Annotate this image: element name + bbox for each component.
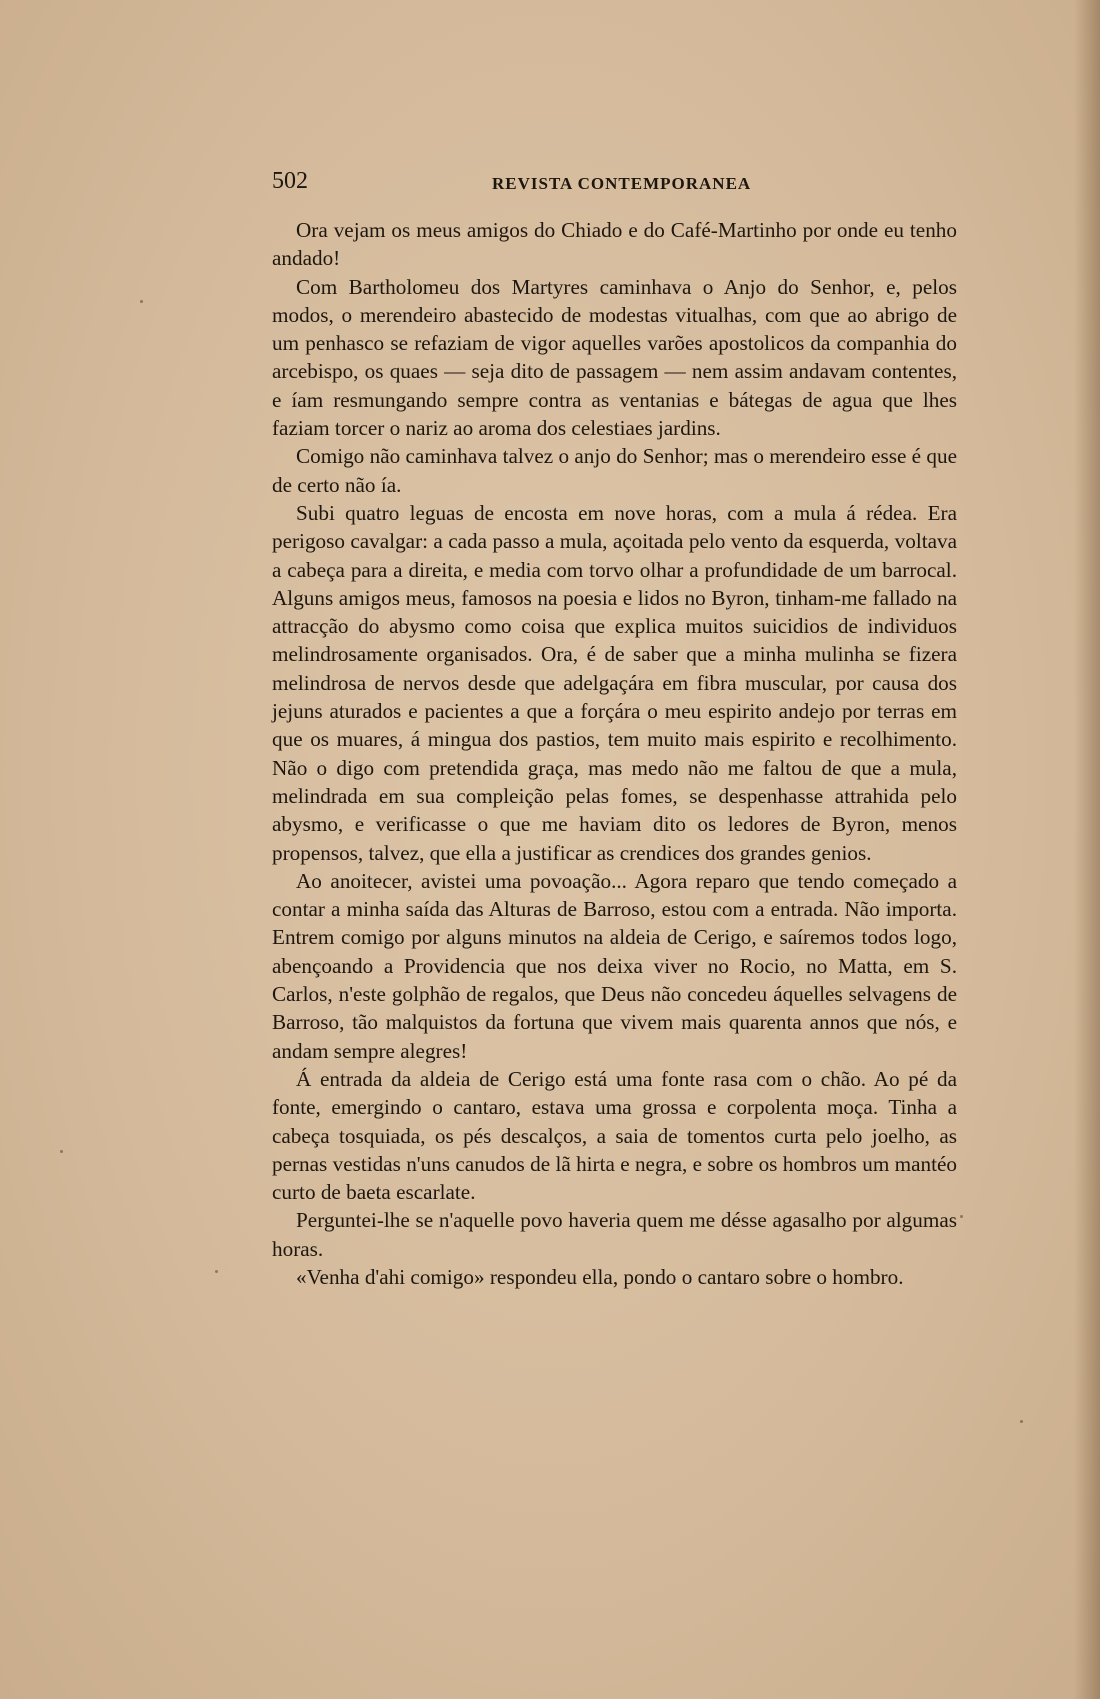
paragraph: Perguntei-lhe se n'aquelle povo haveria quem me désse agasalho por algumas horas. <box>272 1208 957 1261</box>
paper-speck <box>960 1215 963 1218</box>
paragraph: «Venha d'ahi comigo» respondeu ella, pondo o cantaro sobre o hombro. <box>296 1264 904 1289</box>
paper-speck <box>215 1270 218 1273</box>
paragraph: Á entrada da aldeia de Cerigo está uma fonte rasa com o chão. Ao pé da fonte, emergindo o cantaro, estava uma grossa e corpolenta moça. Tinha a cabeça tosquiada, os pés descalços, a saia de tomentos curta pelo joelho, as pernas vestidas n'uns canudos de lã hirta e negra, e sobre os hombros um mantéo curto de baeta escarlate. <box>272 1066 957 1205</box>
paragraph: Ora vejam os meus amigos do Chiado e do Café-Martinho por onde eu tenho andado! <box>272 218 957 271</box>
paragraph: Subi quatro leguas de encosta em nove horas, com a mula á rédea. Era perigoso cavalgar: a cada passo a mula, açoitada pelo vento da esquerda, voltava a cabeça para a direita, e media com torvo olhar a profundidade de um barrocal. Alguns amigos meus, famosos na poesia e lidos no Byron, tinham-me fallado na attracção do abysmo como coisa que explica muitos suicidios de individuos melindrosamente organisados. Ora, é de saber que a minha mulinha se fizera melindrosa de nervos desde que adelgaçára em fibra muscular, por causa dos jejuns aturados e pacientes a que a forçára o meu espirito andejo por terras em que os muares, á mingua dos pastios, tem muito mais espirito e recolhimento. Não o digo com pretendida graça, mas medo não me faltou de que a mula, melindrada em sua compleição pelas fomes, se despenhasse attrahida pelo abysmo, e verificasse o que me haviam dito os ledores de Byron, menos propensos, talvez, que ella a justificar as crendices dos grandes genios. <box>272 500 957 865</box>
paper-speck <box>60 1150 63 1153</box>
page-number: 502 <box>272 168 308 194</box>
running-title: REVISTA CONTEMPORANEA <box>492 174 752 193</box>
paragraph: Comigo não caminhava talvez o anjo do Senhor; mas o merendeiro esse é que de certo não ía. <box>272 444 957 497</box>
page-edge-shadow <box>1074 0 1100 1699</box>
body-text <box>272 216 957 1291</box>
paragraph: Com Bartholomeu dos Martyres caminhava o Anjo do Senhor, e, pelos modos, o merendeiro abastecido de modestas vitualhas, com que ao abrigo de um penhasco se refaziam de vigor aquelles varões apostolicos da companhia do arcebispo, os quaes — seja dito de passagem — nem assim andavam contentes, e íam resmungando sempre contra as ventanias e bátegas de agua que lhes faziam torcer o nariz ao aroma dos celestiaes jardins. <box>272 274 957 441</box>
page-header <box>272 168 952 196</box>
paper-speck <box>140 300 143 303</box>
paragraph: Ao anoitecer, avistei uma povoação... Agora reparo que tendo começado a contar a minha saída das Alturas de Barroso, estou com a entrada. Não importa. Entrem comigo por alguns minutos na aldeia de Cerigo, e saíremos todos logo, abençoando a Providencia que nos deixa viver no Rocio, no Matta, em S. Carlos, n'este golphão de regalos, que Deus não concedeu áquelles selvagens de Barroso, tão malquistos da fortuna que vivem mais quarenta annos que nós, e andam sempre alegres! <box>272 868 957 1063</box>
paper-speck <box>1020 1420 1023 1423</box>
